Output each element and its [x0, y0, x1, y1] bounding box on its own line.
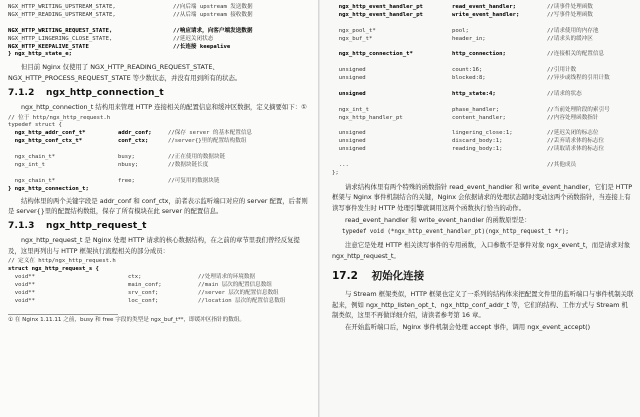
code-line	[8, 130, 312, 138]
code-col-3: //引用计数	[547, 67, 577, 74]
code-line	[8, 12, 312, 20]
code-line	[332, 83, 634, 91]
code-line	[8, 28, 312, 36]
paragraph-key-fields: 结构体里的两个关键字段是 addr_conf 和 conf_ctx，前者表示监听端口对应的 server 配置，后者则是 server{}里的配置结构数组，保存了所有模块在此 server 的配置信息。	[8, 196, 308, 215]
code-col-1: void**	[8, 289, 35, 296]
code-col-2: phase_handler;	[452, 106, 500, 113]
code-col-2	[118, 115, 168, 123]
paragraph-init-connection: 与 Stream 框架类似，HTTP 框架也定义了一系列的结构体来把配置文件里的监听端口与事件机制关联起来，例如 ngx_http_listen_opt_t、ngx_http_conf_addr_t 等，它们的结构、工作方式与 Stream 机制类似，这里不再做详细介绍，请读者参考第 16 章。	[332, 290, 634, 320]
footnote-divider	[8, 314, 118, 315]
code-col-3: //内容处理函数指针	[547, 114, 599, 121]
footnote: ① 在 Nginx 1.11.11 之前，busy 和 free 字段的类型是 ngx_buf_t**，即缓冲区指针的数组。	[8, 316, 246, 323]
code-col-1: unsigned	[332, 146, 366, 153]
paragraph-accept-event: 在开始监听端口后，Nginx 事件机制会处理 accept 事件，调用 ngx_event_accept()	[345, 323, 591, 332]
code-col-1: void**	[8, 297, 35, 304]
code-line	[8, 162, 312, 170]
code-col-3: //读取请求体的标志位	[547, 146, 605, 153]
code-col-3: //写事件处理函数	[547, 11, 593, 18]
code-col-2: conf_ctx;	[118, 138, 149, 145]
code-col-2	[452, 162, 547, 170]
code-col-2: lingering_close:1;	[452, 130, 513, 137]
code-col-1: ngx_http_handler_pt	[332, 114, 403, 121]
connection-struct-code	[8, 115, 312, 194]
code-line	[332, 12, 634, 20]
code-col-2: loc_conf;	[128, 297, 159, 304]
code-line	[8, 36, 312, 44]
code-line	[8, 4, 312, 12]
code-col-2: content_handler;	[452, 114, 506, 121]
code-col-3: //丢弃请求体的标志位	[547, 138, 605, 145]
code-col-2: main_conf;	[128, 281, 162, 288]
code-col-2: discard_body:1;	[452, 138, 503, 145]
code-col-3: //异步或线程的引用计数	[547, 75, 610, 82]
code-col-3: //请求的状态	[547, 90, 582, 97]
code-col-2: addr_conf;	[118, 130, 152, 137]
code-col-2: blocked:8;	[452, 75, 486, 82]
code-line	[8, 44, 312, 52]
code-col-1: unsigned	[332, 138, 366, 145]
code-col-3: //可复用的数据块链	[168, 177, 220, 184]
code-line	[332, 75, 634, 83]
code-col-2	[452, 170, 547, 178]
code-line	[8, 298, 312, 306]
code-col-2: //延迟关闭状态	[173, 35, 214, 42]
code-col-1: void**	[8, 274, 35, 281]
section-number: 7.1.2	[8, 88, 35, 99]
code-col-2: pool;	[452, 27, 469, 34]
code-col-3: //server{}里的配置结构数组	[168, 138, 247, 145]
code-line	[8, 186, 312, 194]
code-col-2: count:16;	[452, 67, 483, 74]
code-line	[8, 290, 312, 298]
code-line	[332, 28, 634, 36]
code-col-1: unsigned	[332, 67, 366, 74]
code-col-1: ngx_http_conf_ctx_t*	[8, 138, 83, 145]
code-col-1: ngx_chain_t*	[8, 154, 56, 161]
code-line	[8, 178, 312, 186]
paragraph-request-intro: ngx_http_request_t 是 Nginx 处理 HTTP 请求的核心数据结构，在之前的章节里我们曾经反复提及，这里再列出与 HTTP 框架执行流程相关的部分成员：	[8, 236, 300, 255]
code-col-3: //请求使用的内存池	[547, 27, 599, 34]
paragraph-prototype-note: 注意它是处理 HTTP 相关读写事件的专用函数，入口参数不是事件对象 ngx_event_t，而是请求对象 ngx_http_request_t。	[332, 241, 631, 260]
code-line	[332, 170, 634, 178]
code-col-3: //数据块链长度	[168, 161, 209, 168]
request-struct-continued-code	[332, 4, 634, 178]
code-col-1: ngx_http_event_handler_pt	[332, 11, 423, 18]
code-line	[8, 146, 312, 154]
code-col-2: http_state:4;	[452, 90, 496, 97]
code-col-1: } ngx_http_state_e;	[8, 51, 72, 58]
paragraph-state-usage: 但目前 Nginx 仅使用了 NGX_HTTP_READING_REQUEST_STATE、NGX_HTTP_PROCESS_REQUEST_STATE 等少数状态，并没有用到所有的状态。	[8, 63, 242, 82]
code-col-1: NGX_HTTP_WRITING_REQUEST_STATE,	[8, 27, 113, 34]
section-number: 7.1.3	[8, 221, 35, 232]
code-col-3: //server 层次的配置信息数组	[198, 289, 279, 296]
code-col-3: //当前处理阶段的索引号	[547, 106, 610, 113]
section-heading-17-2	[332, 268, 634, 283]
code-line	[8, 51, 312, 59]
function-prototype: typedef void (*ngx_http_event_handler_pt)(ngx_http_request_t *r);	[342, 229, 569, 236]
code-col-2: busy;	[118, 154, 135, 161]
code-col-1: NGX_HTTP_READING_UPSTREAM_STATE,	[8, 11, 116, 18]
section-number: 17.2	[332, 270, 358, 283]
code-col-1: unsigned	[332, 75, 366, 82]
code-line	[8, 258, 312, 266]
code-col-2: ctx;	[128, 274, 142, 281]
code-line	[8, 154, 312, 162]
code-col-3: //其他成员	[547, 162, 577, 169]
code-col-2	[128, 266, 198, 274]
code-col-3: //延迟关闭的标志位	[547, 130, 599, 137]
code-col-1: struct ngx_http_request_s {	[8, 266, 99, 273]
code-col-3: //请求头的缓冲区	[547, 35, 593, 42]
code-col-1: ngx_int_t	[332, 106, 370, 113]
request-struct-code	[8, 258, 312, 305]
code-line	[8, 266, 312, 274]
paragraph-connection-intro: ngx_http_connection_t 结构用来管理 HTTP 连接相关的配置信息和缓冲区数据，定义摘要如下：①	[21, 103, 307, 112]
code-col-1: ngx_buf_t*	[332, 35, 373, 42]
code-col-3: //读事件处理函数	[547, 4, 593, 10]
code-col-1: ngx_chain_t*	[8, 177, 56, 184]
code-col-2: write_event_handler;	[452, 11, 520, 18]
code-col-2	[118, 186, 168, 194]
code-col-2	[128, 258, 198, 266]
code-col-1: ngx_pool_t*	[332, 27, 376, 34]
code-col-3: //location 层次的配置信息数组	[198, 297, 286, 304]
section-title: ngx_http_connection_t	[45, 88, 164, 99]
code-col-2: header_in;	[452, 35, 486, 42]
code-line	[8, 274, 312, 282]
right-page	[320, 0, 640, 417]
code-col-2: //从后端 upstream 接收数据	[173, 11, 253, 18]
code-line	[8, 115, 312, 123]
code-col-2: nbusy;	[118, 161, 139, 168]
code-line	[8, 282, 312, 290]
code-col-3: //正在使用的数据块链	[168, 154, 226, 161]
code-line	[8, 20, 312, 28]
code-col-1: NGX_HTTP_KEEPALIVE_STATE	[8, 43, 89, 50]
code-line	[332, 91, 634, 99]
code-col-1: // 定义在 http/ngx_http_request.h	[8, 258, 116, 265]
code-line	[332, 20, 634, 28]
code-line	[332, 36, 634, 44]
code-col-1: ngx_http_addr_conf_t*	[8, 130, 86, 137]
code-col-2: read_event_handler;	[452, 4, 516, 10]
code-col-1: ngx_int_t	[8, 161, 46, 168]
paragraph-event-handlers: 请求结构体里有两个特殊的函数指针 read_event_handler 和 write_event_handler，它们是 HTTP 框架与 Nginx 事件机制结合的关键，Nginx 会依据请求的处理状态随时变动这两个函数指针，当连接上有读写事件发生时 HTTP 处理引擎就调用这两个函数执行恰当的动作。	[332, 182, 633, 212]
code-col-1: ngx_http_connection_t*	[332, 51, 413, 58]
code-line	[332, 154, 634, 162]
code-col-3: //处理请求的环境数据	[198, 274, 256, 281]
code-line	[332, 115, 634, 123]
code-col-2: //响应请求，向客户端发送数据	[173, 27, 253, 34]
code-col-2: http_connection;	[452, 51, 506, 58]
code-col-2: //向后端 upstream 发送数据	[173, 4, 253, 10]
code-col-2: reading_body:1;	[452, 146, 503, 153]
code-col-3: //连接相关的配置信息	[547, 51, 605, 58]
code-line	[332, 67, 634, 75]
code-line	[332, 59, 634, 67]
enum-code-block	[8, 4, 312, 59]
code-col-1: ...	[332, 162, 349, 169]
code-col-1: unsigned	[332, 90, 366, 97]
code-col-1: } ngx_http_connection_t;	[8, 185, 89, 192]
code-col-2: //长连接 keepalive	[173, 43, 231, 50]
code-col-3: //保存 server 的基本配置信息	[168, 130, 253, 137]
code-line	[332, 4, 634, 12]
paragraph-prototype-intro: read_event_handler 和 write_event_handler 的函数原型是：	[345, 216, 531, 225]
code-col-2: free;	[118, 177, 135, 184]
code-col-1: void**	[8, 281, 35, 288]
code-col-3: //main 层次的配置信息数组	[198, 281, 272, 288]
code-line	[332, 146, 634, 154]
section-heading-7-1-3	[8, 221, 312, 231]
code-col-1: typedef struct {	[8, 122, 62, 129]
code-line	[8, 170, 312, 178]
code-line	[8, 122, 312, 130]
code-col-1: ngx_http_event_handler_pt	[332, 4, 423, 10]
code-col-2: srv_conf;	[128, 289, 159, 296]
code-line	[332, 99, 634, 107]
code-line	[332, 162, 634, 170]
code-col-2	[118, 122, 168, 130]
section-title: 初始化连接	[371, 270, 425, 283]
section-title: ngx_http_request_t	[45, 221, 147, 232]
left-page	[0, 0, 318, 417]
code-col-1: NGX_HTTP_LINGERING_CLOSE_STATE,	[8, 35, 113, 42]
code-col-1: unsigned	[332, 130, 366, 137]
code-col-1: // 位于 http/ngx_http_request.h	[8, 114, 111, 121]
code-line	[8, 138, 312, 146]
code-line	[332, 107, 634, 115]
code-line	[332, 51, 634, 59]
code-col-1: };	[332, 169, 339, 176]
section-heading-7-1-2	[8, 88, 312, 98]
code-col-1: NGX_HTTP_WRITING_UPSTREAM_STATE,	[8, 4, 116, 10]
